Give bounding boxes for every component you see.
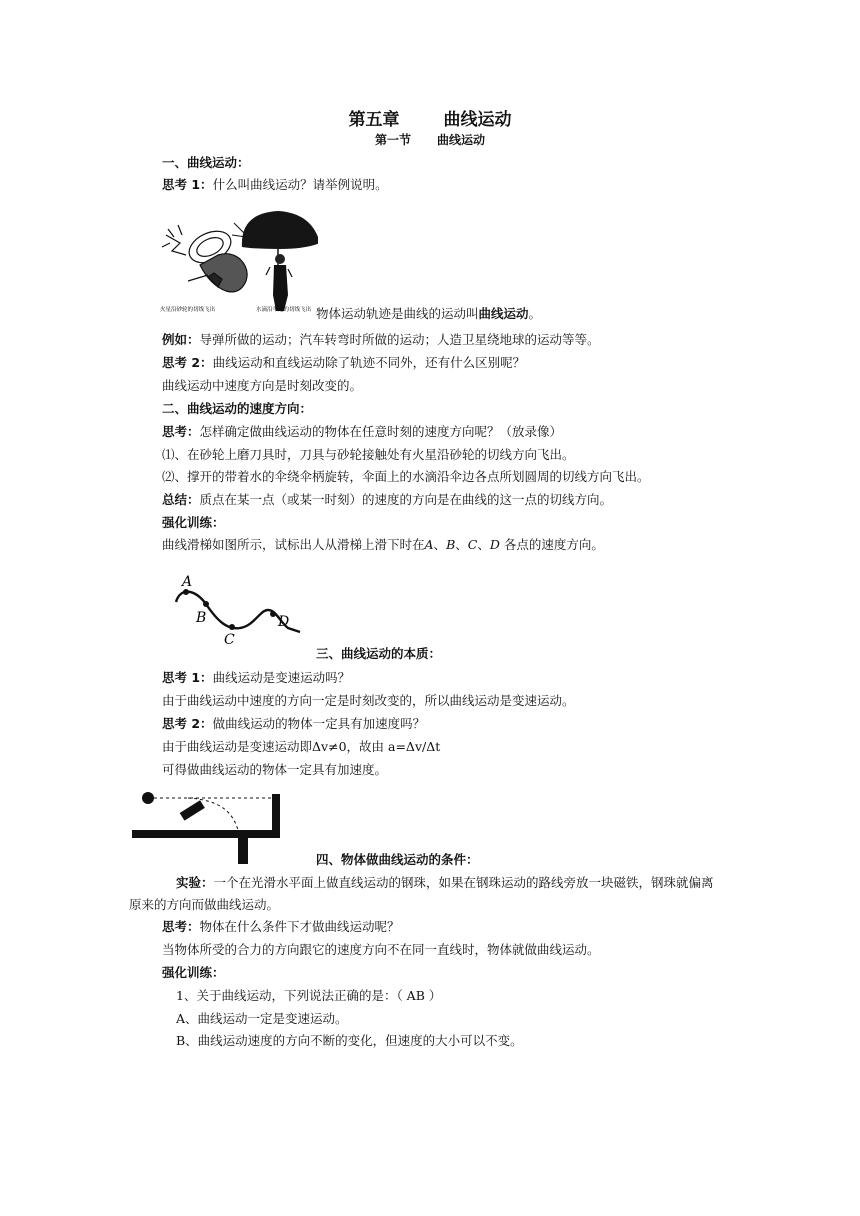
examples: [162, 331, 600, 349]
separator: 、: [455, 537, 468, 552]
s3-think1: [162, 669, 350, 687]
label: 例如：: [162, 332, 200, 347]
s3-answer1: 由于曲线运动中速度的方向一定是时刻改变的，所以曲线运动是变速运动。: [162, 693, 575, 708]
steel-ball-table-figure: [128, 786, 288, 866]
label: 思考 1：: [162, 670, 213, 685]
grinding-and-umbrella-figure: [158, 207, 318, 319]
term: 曲线运动: [478, 306, 529, 321]
sparks: [166, 235, 186, 255]
section-title: [0, 131, 860, 148]
s2-training-label: 强化训练：: [162, 515, 225, 530]
s2-item2: ⑵、撑开的带着水的伞绕伞柄旋转，伞面上的水滴沿伞边各点所划圆周的切线方向飞出。: [162, 469, 650, 484]
dot-b: [203, 601, 209, 607]
s1-think1: [162, 176, 388, 194]
chapter-title: [0, 105, 860, 130]
text: 什么叫曲线运动？请举例说明。: [212, 177, 388, 192]
label: 思考：: [162, 424, 200, 439]
text: 曲线运动是变速运动吗？: [212, 670, 351, 685]
heading-3: 三、曲线运动的本质：: [316, 646, 442, 661]
dot-d: [270, 611, 276, 617]
curve-motion-definition: [316, 305, 541, 323]
text-end: 各点的速度方向。: [499, 537, 604, 552]
s2-think: [162, 423, 562, 441]
point-c: C: [467, 537, 478, 552]
label-b: B: [196, 610, 207, 626]
s4-experiment-line1: [176, 874, 714, 892]
heading-2: 二、曲线运动的速度方向：: [162, 401, 313, 416]
point-b: B: [446, 537, 456, 552]
text: 一个在光滑水平面上做直线运动的钢珠，如果在钢珠运动的路线旁放一块磁铁，钢珠就偏离: [213, 875, 714, 890]
text-end: 。: [528, 306, 542, 321]
label: 思考 2：: [162, 716, 213, 731]
separator: 、: [477, 537, 490, 552]
s1-answer2: 曲线运动中速度方向是时刻改变的。: [162, 378, 363, 393]
section-name: 曲线运动: [437, 133, 486, 147]
curved-path: [188, 798, 238, 830]
point-a: A: [424, 537, 434, 552]
label: 思考 2：: [162, 355, 213, 370]
s2-summary: [162, 491, 612, 509]
table-top: [132, 830, 280, 838]
label: 总结：: [162, 492, 200, 507]
label-d: D: [278, 614, 290, 630]
label: 实验：: [176, 875, 214, 890]
fig-caption-left: 火星沿砂轮的切线飞出: [160, 307, 216, 313]
s4-experiment-line2: 原来的方向而做曲线运动。: [129, 897, 280, 912]
label-c: C: [224, 632, 235, 648]
text: 物体在什么条件下才做曲线运动呢？: [199, 919, 400, 934]
s3-answer2-line2: 可得做曲线运动的物体一定具有加速度。: [162, 762, 388, 777]
s3-think2: [162, 715, 425, 733]
problem-1: 1、关于曲线运动，下列说法正确的是：（ AB ）: [176, 988, 442, 1003]
table-leg: [238, 838, 248, 864]
section-number: 第一节: [374, 133, 411, 147]
label: 思考 1：: [162, 177, 213, 192]
text: 曲线滑梯如图所示，试标出人从滑梯上滑下时在: [162, 537, 425, 552]
fig-caption-right: 水滴沿伞边的切线飞出: [256, 307, 312, 313]
chapter-number: 第五章: [348, 110, 400, 130]
text: 做曲线运动的物体一定具有加速度吗？: [212, 716, 426, 731]
heading-4: 四、物体做曲线运动的条件：: [316, 852, 479, 867]
steel-ball: [142, 792, 154, 804]
s4-answer: 当物体所受的合力的方向跟它的速度方向不在同一直线时，物体就做曲线运动。: [162, 942, 600, 957]
text: 曲线运动和直线运动除了轨迹不同外，还有什么区别呢？: [212, 355, 526, 370]
magnet: [180, 800, 205, 820]
text: 怎样确定做曲线运动的物体在任意时刻的速度方向呢？（放录像）: [199, 424, 563, 439]
separator: 、: [433, 537, 447, 552]
slide-curve-figure: [168, 570, 308, 660]
point-d: D: [489, 537, 500, 552]
s3-answer2-line1: 由于曲线运动是变速运动即Δv≠0，故由 a=Δv/Δt: [162, 739, 441, 754]
heading-1: 一、曲线运动：: [162, 155, 250, 170]
table-side: [272, 794, 280, 838]
s2-training-text: [162, 536, 604, 554]
s2-item1: ⑴、在砂轮上磨刀具时，刀具与砂轮接触处有火星沿砂轮的切线方向飞出。: [162, 447, 575, 462]
s1-think2: [162, 354, 525, 372]
text: 导弹所做的运动；汽车转弯时所做的运动；人造卫星绕地球的运动等等。: [199, 332, 600, 347]
dot-c: [229, 624, 235, 630]
text: 物体运动轨迹是曲线的运动叫: [316, 306, 479, 321]
label-a: A: [182, 574, 193, 590]
option-b: B、曲线运动速度的方向不断的变化，但速度的大小可以不变。: [176, 1033, 523, 1048]
text: 质点在某一点（或某一时刻）的速度的方向是在曲线的这一点的切线方向。: [199, 492, 613, 507]
option-a: A、曲线运动一定是变速运动。: [176, 1011, 348, 1026]
s4-think: [162, 918, 400, 936]
s4-training-label: 强化训练：: [162, 965, 225, 980]
chapter-name: 曲线运动: [443, 110, 512, 130]
label: 思考：: [162, 919, 200, 934]
